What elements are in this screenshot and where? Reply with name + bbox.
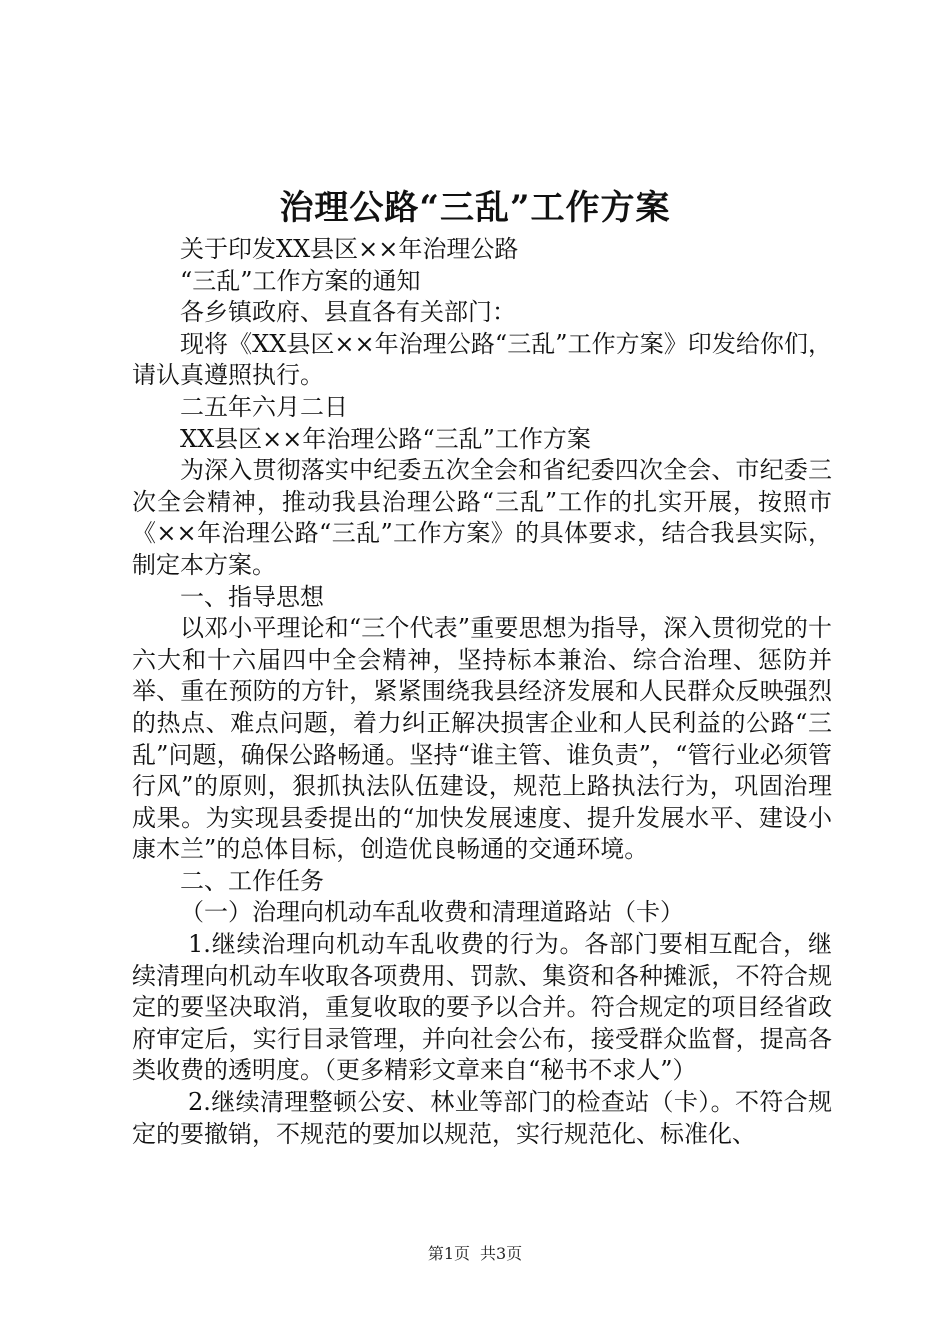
page-number: 第1页 [427, 1244, 470, 1263]
page-total: 共3页 [480, 1244, 523, 1263]
subheading-task-1: （一）治理向机动车乱收费和清理道路站（卡） [180, 898, 684, 927]
paragraph-notice-title-line1: 关于印发XX县区××年治理公路 [180, 235, 519, 263]
paragraph-notice-body: 现将《XX县区××年治理公路“三乱”工作方案》印发给你们，请认真遵照执行。 [132, 329, 832, 390]
paragraph-date: 二五年六月二日 [180, 392, 348, 421]
paragraph-plan-title: XX县区××年治理公路“三乱”工作方案 [180, 424, 591, 453]
paragraph-notice-title-line2: “三乱”工作方案的通知 [180, 266, 421, 295]
document-body [132, 234, 832, 1150]
paragraph-intro: 为深入贯彻落实中纪委五次全会和省纪委四次全会、市纪委三次全会精神，推动我县治理公路“三乱”工作的扎实开展，按照市《××年治理公路“三乱”工作方案》的具体要求，结合我县实际，制定本方案。 [132, 456, 832, 579]
page-footer [0, 1243, 950, 1265]
heading-work-tasks: 二、工作任务 [180, 866, 324, 895]
paragraph-guiding-thought: 以邓小平理论和“三个代表”重要思想为指导，深入贯彻党的十六大和十六届四中全会精神，坚持标本兼治、综合治理、惩防并举、重在预防的方针，紧紧围绕我县经济发展和人民群众反映强烈的热点、难点问题，着力纠正解决损害企业和人民利益的公路“三乱”问题，确保公路畅通。坚持“谁主管、谁负责”，“管行业必须管行风”的原则，狠抓执法队伍建设，规范上路执法行为，巩固治理成果。为实现县委提出的“加快发展速度、提升发展水平、建设小康木兰”的总体目标，创造优良畅通的交通环境。 [132, 614, 832, 864]
paragraph-task-1-1: 1.继续治理向机动车乱收费的行为。各部门要相互配合，继续清理向机动车收取各项费用、罚款、集资和各种摊派，不符合规定的要坚决取消，重复收取的要予以合并。符合规定的项目经省政府审定后，实行目录管理，并向社会公布，接受群众监督，提高各类收费的透明度。（更多精彩文章来自“秘书不求人”） [132, 930, 832, 1085]
document-title: 治理公路“三乱”工作方案 [279, 188, 671, 228]
paragraph-recipients: 各乡镇政府、县直各有关部门： [180, 298, 516, 327]
heading-guiding-thought: 一、指导思想 [180, 582, 324, 611]
paragraph-task-1-2: 2.继续清理整顿公安、林业等部门的检查站（卡）。不符合规定的要撤销，不规范的要加以规范，实行规范化、标准化、 [132, 1088, 832, 1148]
